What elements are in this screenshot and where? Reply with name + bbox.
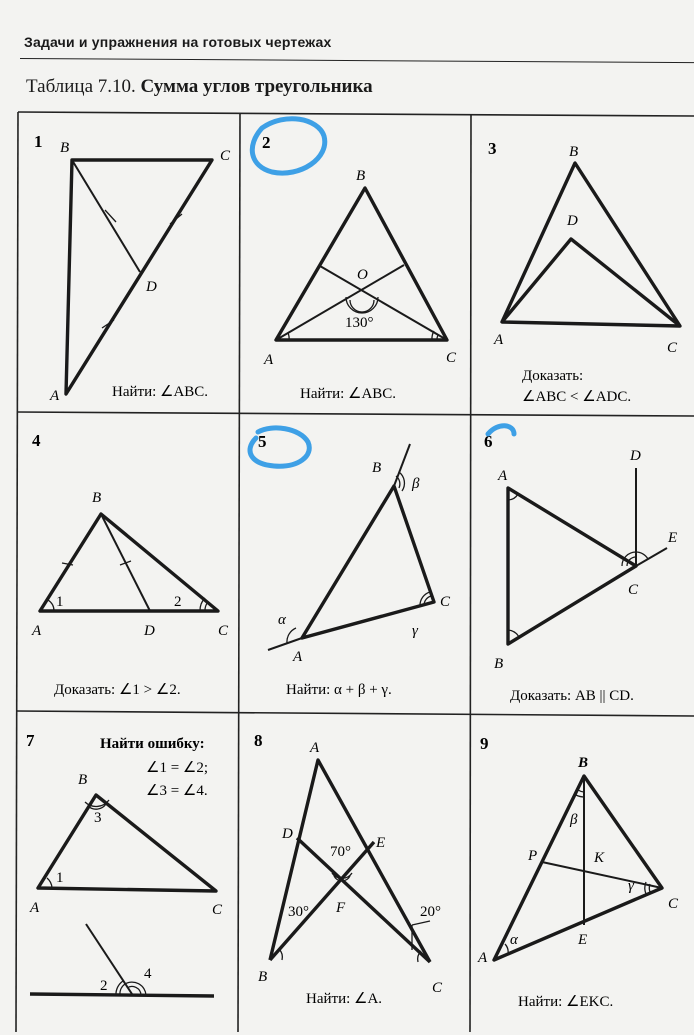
angle-1: 1: [56, 870, 64, 886]
label-B: B: [78, 772, 88, 788]
label-B: B: [60, 140, 70, 156]
task-title: Найти ошибку:: [100, 736, 205, 752]
label-D: D: [144, 623, 155, 639]
task-text: Найти: ∠ABC.: [112, 384, 209, 400]
label-D: D: [630, 448, 641, 464]
angle-20: 20°: [420, 904, 441, 920]
label-E: E: [578, 932, 588, 948]
label-A: A: [30, 900, 40, 916]
angle-alpha: α: [510, 932, 518, 948]
angle-130: 130°: [345, 315, 374, 331]
cell-number: 4: [32, 431, 41, 450]
label-D: D: [282, 826, 293, 842]
task-text: Найти: ∠A.: [306, 991, 383, 1007]
label-A: A: [494, 332, 504, 348]
label-O: O: [357, 267, 368, 283]
label-C: C: [212, 902, 223, 918]
cell-6: [484, 426, 677, 704]
label-B: B: [578, 755, 589, 771]
cell-number: 5: [258, 432, 267, 451]
angle-2: 2: [174, 594, 182, 610]
table-caption-prefix: Таблица 7.10.: [26, 76, 136, 97]
label-A: A: [310, 740, 320, 756]
label-A: A: [293, 649, 303, 665]
angle-2: 2: [100, 978, 108, 994]
label-B: B: [92, 490, 102, 506]
cell-3: [488, 139, 680, 405]
label-C: C: [218, 623, 229, 639]
cell-2: [252, 119, 457, 402]
task-line-1: ∠1 = ∠2;: [146, 760, 209, 776]
angle-4: 4: [144, 966, 152, 982]
label-E: E: [668, 530, 678, 546]
task-text: Найти: α + β + γ.: [286, 682, 392, 698]
label-E: E: [376, 835, 386, 851]
label-K: K: [594, 850, 605, 866]
task-line-1: Доказать:: [522, 368, 584, 384]
task-text: Доказать: AB || CD.: [510, 688, 634, 704]
table-caption-title: Сумма углов треугольника: [140, 76, 373, 97]
task-line-2: ∠3 = ∠4.: [146, 783, 208, 799]
label-F: F: [336, 900, 346, 916]
label-A: A: [264, 352, 274, 368]
label-C: C: [432, 980, 443, 996]
angle-3: 3: [94, 810, 102, 826]
label-B: B: [258, 969, 268, 985]
section-header: Задачи и упражнения на готовых чертежах: [24, 34, 332, 50]
angle-gamma: γ: [628, 878, 634, 894]
cell-number: 6: [484, 432, 493, 451]
cell-number: 8: [254, 731, 263, 750]
angle-gamma: γ: [412, 623, 418, 639]
label-D: D: [567, 213, 578, 229]
label-C: C: [220, 148, 231, 164]
task-text: Найти: ∠EKC.: [518, 994, 614, 1010]
angle-1: 1: [56, 594, 64, 610]
angle-alpha: α: [278, 612, 286, 628]
label-P: P: [528, 848, 538, 864]
label-C: C: [446, 350, 457, 366]
label-C: C: [667, 340, 678, 356]
label-A: A: [498, 468, 508, 484]
label-B: B: [494, 656, 504, 672]
cell-number: 7: [26, 731, 35, 750]
cell-5: [250, 428, 451, 698]
angle-beta: β: [412, 476, 420, 492]
cell-number: 3: [488, 139, 497, 158]
cell-1: [34, 132, 231, 404]
task-line-2: ∠ABC < ∠ADC.: [522, 389, 632, 405]
label-C: C: [668, 896, 679, 912]
label-C: C: [628, 582, 639, 598]
angle-30: 30°: [288, 904, 309, 920]
label-A: A: [50, 388, 60, 404]
label-C: C: [440, 594, 451, 610]
cell-number: 9: [480, 734, 489, 753]
label-A: A: [478, 950, 488, 966]
cell-4: [31, 431, 229, 698]
cell-9: [477, 734, 679, 1010]
angle-beta: β: [570, 812, 578, 828]
label-B: B: [372, 460, 382, 476]
blue-circle-annotation: [488, 426, 514, 434]
cell-8: [254, 731, 443, 1007]
task-text: Найти: ∠ABC.: [300, 386, 397, 402]
label-B: B: [569, 144, 579, 160]
cell-7: [26, 731, 223, 996]
label-A: A: [32, 623, 42, 639]
label-B: B: [356, 168, 366, 184]
label-D: D: [146, 279, 157, 295]
cell-number: 1: [34, 132, 43, 151]
cell-number: 2: [262, 133, 271, 152]
angle-70: 70°: [330, 844, 351, 860]
task-text: Доказать: ∠1 > ∠2.: [54, 682, 181, 698]
